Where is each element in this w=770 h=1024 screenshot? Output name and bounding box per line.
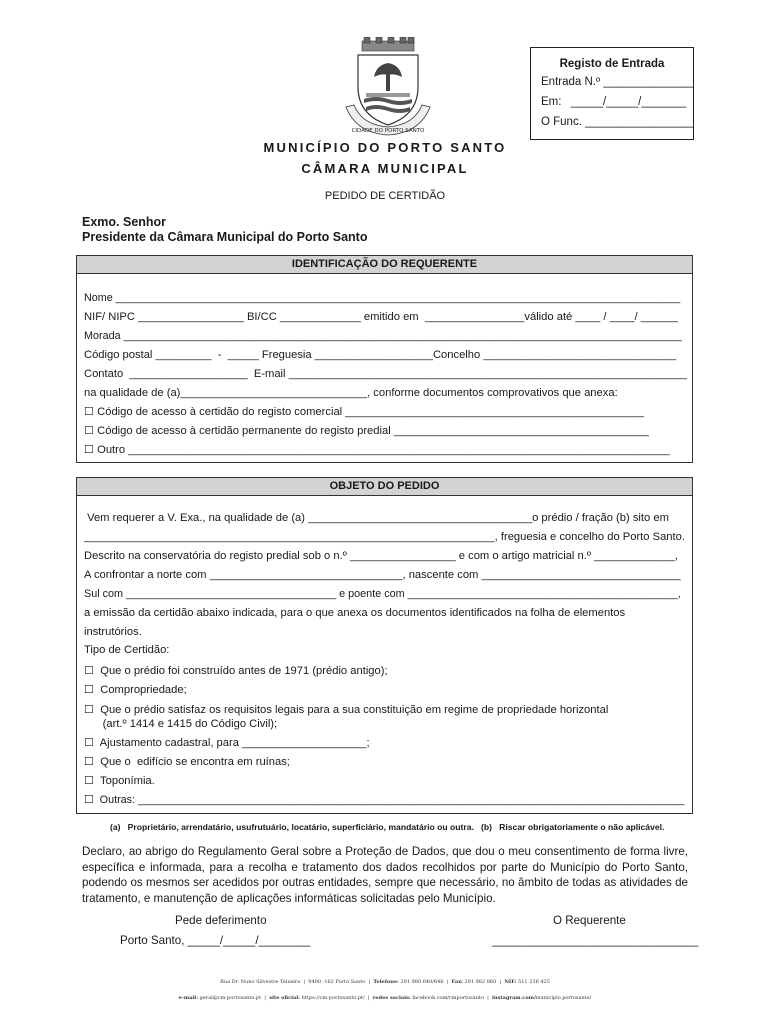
registry-official: O Func. _________________ (541, 116, 694, 128)
request-line: Vem requerer a V. Exa., na qualidade de (a) ____________________________________o prédio / fração (b) sito em (84, 512, 669, 524)
footer-phone: 291 980 640/646 | (398, 979, 452, 985)
footer-email: geral@cm-portosanto.pt | (198, 995, 270, 1001)
identification-heading: IDENTIFICAÇÃO DO REQUERENTE (77, 256, 692, 274)
footer-nif: 511 236 425 (516, 979, 550, 985)
applicant-signature-line: ________________________________ (492, 934, 699, 947)
registry-title: Registo de Entrada (559, 58, 665, 70)
applicant-label: O Requerente (553, 914, 626, 927)
identification-line: ☐ Código de acesso à certidão permanente do registo predial _________________________________________ (84, 425, 649, 437)
request-line: ☐ Toponímia. (84, 775, 155, 787)
request-line: a emissão da certidão abaixo indicada, para o que anexa os documentos identificados na folha de elementos (84, 607, 626, 619)
footer-web-line (0, 995, 770, 1001)
identification-line: Código postal _________ - _____ Freguesia ___________________Concelho _______________________________ (84, 349, 677, 361)
crest-ribbon-text: CIDADE DO PORTO SANTO (351, 128, 425, 134)
footer-instagram: municipio.portosanto/ (535, 995, 592, 1001)
footer-address: Rua Dr. Nuno Silvestre Teixeira | 9400 -162 Porto Santo | (220, 979, 374, 985)
footer-site-label: site oficial: (269, 995, 301, 1001)
footer-nif-label: NIF: (504, 979, 517, 985)
salutation-line1: Exmo. Senhor (82, 215, 167, 229)
registry-date: Em: _____/_____/_______ (541, 96, 687, 108)
request-line: ☐ Compropriedade; (84, 684, 187, 696)
request-line: Sul com ___________________________________ e poente com _____________________________________________, (84, 588, 681, 600)
registry-entry-number: Entrada N.º ______________ (541, 76, 693, 88)
request-line: Tipo de Certidão: (84, 644, 170, 656)
footer-instagram-label: instagram.com/ (491, 995, 536, 1001)
registry-entry-box (530, 47, 694, 140)
footer-social-label: redes sociais: (372, 995, 411, 1001)
chamber-title: CÂMARA MUNICIPAL (301, 161, 469, 176)
request-line: ☐ Que o prédio foi construído antes de 1971 (prédio antigo); (84, 665, 388, 677)
request-line: Descrito na conservatória do registo predial sob o n.º _________________ e com o artigo matricial n.º _____________, (84, 550, 679, 562)
footer-email-label: e-mail: (178, 995, 199, 1001)
footer-contact-line (0, 979, 770, 985)
request-line: ☐ Outras: ___________________________________________________________________________________________ (84, 794, 685, 806)
request-line: __________________________________________________________________, freguesia e concelho do Porto Santo. (84, 531, 685, 543)
consent-paragraph: Declaro, ao abrigo do Regulamento Geral sobre a Proteção de Dados, que dou o meu consentimento de forma livre, específica e informada, para a recolha e tratamento dos dados recolhidos por parte do Município do Porto Santo, podendo os mesmos ser acedidos por outras entidades, sempre que necessário, no âmbito de todas as atividades de tratamento, e manutenção de aplicações informáticas solicitadas pelo Município. (82, 845, 688, 905)
identification-line: ☐ Outro _______________________________________________________________________________________ (84, 444, 670, 456)
request-line: (art.º 1414 e 1415 do Código Civil); (84, 718, 278, 730)
identification-line: Contato ___________________ E-mail ________________________________________________________________ (84, 368, 687, 380)
identification-line: na qualidade de (a)______________________________, conforme documentos comprovativos que anexa: (84, 387, 618, 399)
identification-line: ☐ Código de acesso à certidão do registo comercial ________________________________________________ (84, 406, 644, 418)
request-line: ☐ Que o prédio satisfaz os requisitos legais para a sua constituição em regime de propriedade horizontal (84, 704, 609, 716)
request-deferral-label: Pede deferimento (175, 914, 267, 927)
request-line: ☐ Que o edifício se encontra em ruínas; (84, 756, 290, 768)
footer-social: facebook.com/cmportosanto | (410, 995, 492, 1001)
request-line: ☐ Ajustamento cadastral, para ____________________; (84, 737, 370, 749)
request-line: instrutórios. (84, 626, 142, 638)
footer-fax-label: Fax: (451, 979, 463, 985)
footnote: (a) Proprietário, arrendatário, usufrutuário, locatário, superficiário, mandatário ou outra. (b) Riscar obrigatoriamente o não aplicável. (110, 822, 665, 832)
footer-fax: 291 982 860 | (462, 979, 505, 985)
salutation-line2: Presidente da Câmara Municipal do Porto Santo (82, 230, 368, 244)
request-heading: OBJETO DO PEDIDO (77, 478, 692, 496)
request-line: A confrontar a norte com _______________________________, nascente com ________________________________ (84, 569, 681, 581)
form-title: PEDIDO DE CERTIDÃO (324, 190, 446, 202)
identification-line: NIF/ NIPC _________________ BI/CC _____________ emitido em ________________válido até ____ / ____/ ______ (84, 311, 679, 323)
date-signature-line: Porto Santo, _____/_____/________ (120, 934, 311, 947)
identification-line: Morada _____________________________________________________________________________________________ (84, 330, 683, 342)
footer-phone-label: Telefone: (373, 979, 399, 985)
municipal-crest-logo (336, 37, 440, 139)
municipality-title: MUNICÍPIO DO PORTO SANTO (263, 140, 507, 155)
identification-line: Nome ______________________________________________________________________________________________ (84, 292, 681, 304)
footer-site: https://cm-portosanto.pt/ | (300, 995, 373, 1001)
